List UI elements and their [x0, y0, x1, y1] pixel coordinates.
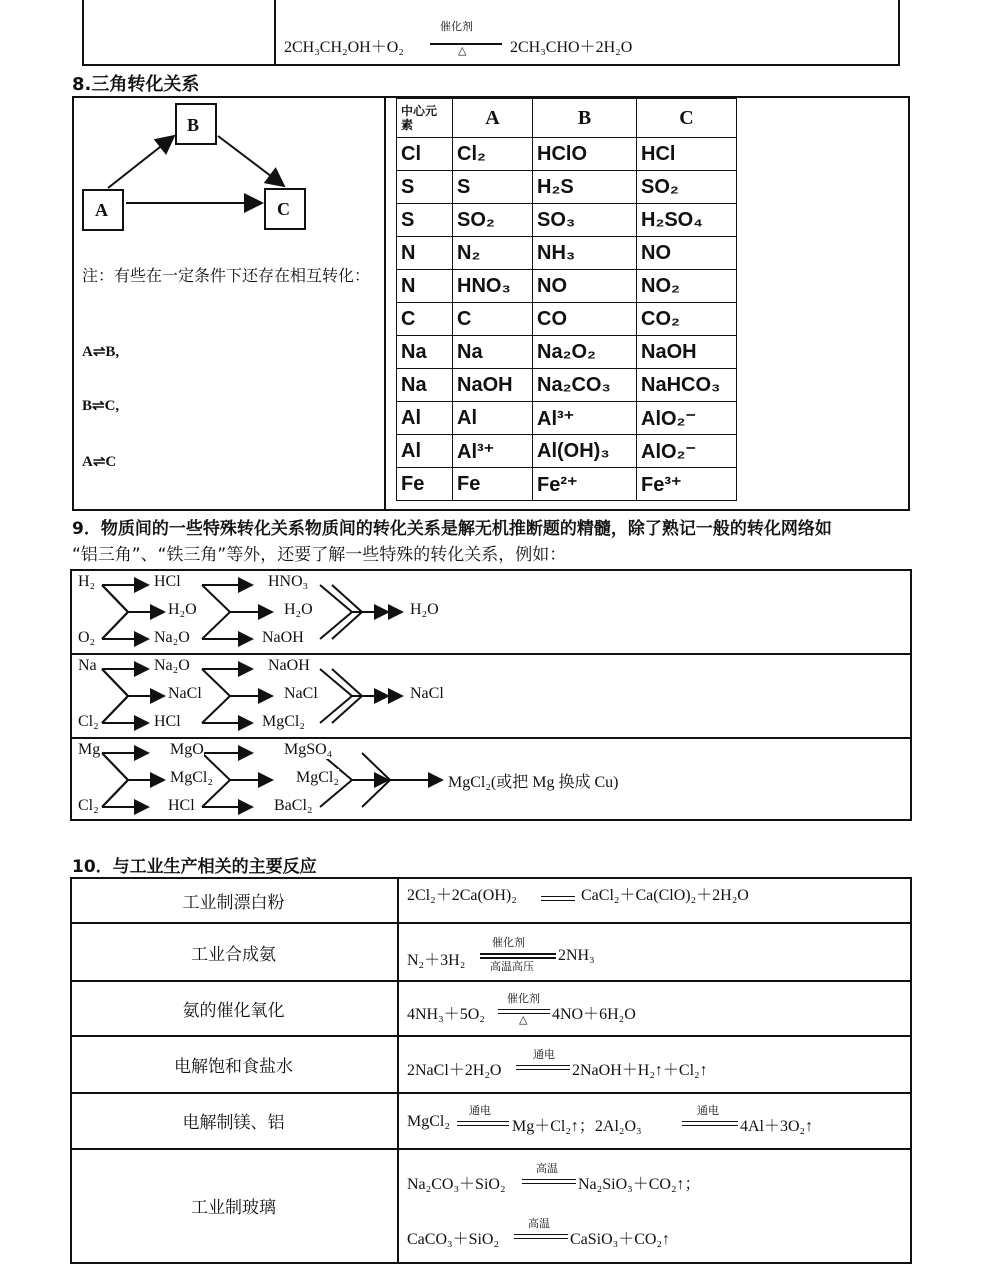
triangle-table-cell: NO [637, 237, 737, 270]
triangle-table-cell: SO₂ [453, 204, 533, 237]
header-c: C [637, 99, 737, 138]
chain-arrow [202, 696, 230, 723]
triangle-table-cell: S [397, 204, 453, 237]
chain-node-s2-mid: H₂O [284, 601, 313, 618]
chain-node-s1-bot: HCl [168, 797, 195, 814]
triangle-table-row [397, 270, 737, 303]
industry-label-glass: 工业制玻璃 [191, 1198, 276, 1218]
triangle-table-cell: Na₂O₂ [533, 336, 637, 369]
triangle-table-cell: AlO₂⁻ [637, 402, 737, 435]
header-a: A [453, 99, 533, 138]
triangle-table-cell: HCl [637, 138, 737, 171]
industry-eq-glass-right: Na₂SiO₃＋CO₂↑； [578, 1176, 701, 1193]
chain-arrow [362, 780, 390, 807]
triangle-table-cell: C [453, 303, 533, 336]
triangle-table-cell: Al [453, 402, 533, 435]
triangle-table-cell: S [397, 171, 453, 204]
triangle-table-row [397, 303, 737, 336]
industry-eq-brine-right: 2NaOH＋H₂↑＋Cl₂↑ [572, 1062, 708, 1079]
section10-row-divider-5 [70, 1148, 912, 1150]
section9-divider-2 [70, 737, 912, 739]
chain-node-s1-mid: NaCl [168, 685, 202, 702]
industry-eq-brine-left: 2NaCl＋2H₂O [407, 1062, 502, 1079]
triangle-table-cell: NO [533, 270, 637, 303]
industry-eq-glass-cond-top: 高温 [536, 1162, 558, 1175]
chain-arrow [202, 612, 230, 639]
triangle-table-cell: Na [397, 336, 453, 369]
triangle-table-cell: H₂S [533, 171, 637, 204]
chain-node-final: MgCl₂(或把 Mg 换成 Cu) [448, 769, 618, 792]
triangle-table-cell: NaHCO₃ [637, 369, 737, 402]
section8-note: 注：有些在一定条件下还存在相互转化： [82, 266, 371, 285]
triangle-table-header [397, 99, 737, 138]
top-eq-left: 2CH₃CH₂OH＋O₂ [284, 39, 404, 56]
industry-eq-oxidation-left: 4NH₃＋5O₂ [407, 1006, 485, 1023]
triangle-table-cell: Cl₂ [453, 138, 533, 171]
industry-eq-bleach-right: CaCl₂＋Ca(ClO)₂＋2H₂O [581, 887, 749, 904]
chain-node-s1-mid: MgCl₂ [170, 769, 213, 786]
chain-node-final: NaCl [410, 685, 444, 702]
section9-title-line2: “铝三角”、“铁三角”等外，还要了解一些特殊的转化关系，例如： [72, 545, 567, 565]
chain-arrow [202, 669, 230, 696]
triangle-table-row [397, 171, 737, 204]
triangle-table-cell: S [453, 171, 533, 204]
industry-eq-ammonia-cond-top: 催化剂 [492, 936, 525, 949]
chain-node-s2-bot: NaOH [262, 629, 304, 646]
conversion-chain [72, 657, 910, 737]
top-row-divider [274, 0, 276, 66]
top-eq-cond-bottom: △ [458, 44, 467, 57]
triangle-table-cell: Al³⁺ [453, 435, 533, 468]
industry-eq-glass-cond-top2: 高温 [528, 1217, 550, 1230]
triangle-table-cell: SO₃ [533, 204, 637, 237]
triangle-table-cell: CO₂ [637, 303, 737, 336]
industry-eq-glass-arrow2 [514, 1234, 568, 1239]
industry-eq-oxidation-right: 4NO＋6H₂O [552, 1006, 636, 1023]
triangle-table-cell: Na [453, 336, 533, 369]
industry-eq-oxidation-cond-bot: △ [519, 1013, 528, 1026]
triangle-table-cell: H₂SO₄ [637, 204, 737, 237]
industry-eq-glass-arrow [522, 1179, 576, 1184]
header-b: B [533, 99, 637, 138]
chain-node-s2-bot: BaCl₂ [274, 797, 313, 814]
chain-node-s2-mid: MgCl₂ [296, 769, 339, 786]
industry-eq-glass-left: Na₂CO₃＋SiO₂ [407, 1176, 506, 1193]
triangle-table-cell: Al(OH)₃ [533, 435, 637, 468]
triangle-table-cell: Na [397, 369, 453, 402]
triangle-table-cell: C [397, 303, 453, 336]
industry-eq-brine-arrow [516, 1065, 570, 1070]
industry-eq-mgal-right: Mg＋Cl₂↑；2Al₂O₃ [512, 1118, 642, 1135]
chain-node-s1-bot: Na₂O [154, 629, 190, 646]
chain-node-s2-top: MgSO₄ [284, 741, 333, 758]
triangle-table-cell: Fe [397, 468, 453, 501]
chain-arrow [102, 612, 128, 639]
chain-node-final: H₂O [410, 601, 439, 618]
chain-node-s1-bot: HCl [154, 713, 181, 730]
industry-label-bleach: 工业制漂白粉 [182, 893, 285, 913]
triangle-table [396, 98, 737, 501]
chain-node-s2-top: NaOH [268, 657, 310, 674]
triangle-node-b: B [187, 115, 200, 135]
section10-col-divider [397, 877, 399, 1264]
triangle-table-row [397, 369, 737, 402]
reversible-bc: B⇌C, [82, 398, 120, 414]
triangle-table-cell: Al³⁺ [533, 402, 637, 435]
chain-node-in1: Na [78, 657, 97, 674]
triangle-table-cell: Na₂CO₃ [533, 369, 637, 402]
section10-title: 10．与工业生产相关的主要反应 [72, 857, 317, 877]
chain-node-s1-mid: H₂O [168, 601, 197, 618]
triangle-table-row [397, 336, 737, 369]
triangle-table-cell: AlO₂⁻ [637, 435, 737, 468]
industry-eq-brine-cond-top: 通电 [533, 1048, 555, 1061]
triangle-table-cell: N₂ [453, 237, 533, 270]
triangle-table-row [397, 402, 737, 435]
triangle-table-cell: HNO₃ [453, 270, 533, 303]
triangle-table-cell: Al [397, 435, 453, 468]
chain-arrow [102, 696, 128, 723]
triangle-table-row [397, 237, 737, 270]
chain-node-in1: Mg [78, 741, 101, 758]
chain-arrow [102, 780, 128, 807]
triangle-table-row [397, 138, 737, 171]
triangle-table-cell: N [397, 237, 453, 270]
section9-divider-1 [70, 653, 912, 655]
section10-row-divider-3 [70, 1035, 912, 1037]
triangle-table-cell: SO₂ [637, 171, 737, 204]
reversible-ac: A⇌C [82, 454, 117, 470]
chain-node-s2-top: HNO₃ [268, 573, 309, 590]
triangle-table-cell: Fe³⁺ [637, 468, 737, 501]
triangle-table-cell: CO [533, 303, 637, 336]
industry-eq-ammonia-arrow-fwd [480, 953, 556, 955]
section10-row-divider-1 [70, 922, 912, 924]
chain-arrow [102, 753, 128, 780]
chain-node-in2: Cl₂ [78, 713, 99, 730]
triangle-table-cell: NH₃ [533, 237, 637, 270]
industry-label-brine: 电解饱和食盐水 [174, 1057, 293, 1077]
industry-label-oxidation: 氨的催化氧化 [182, 1001, 285, 1021]
triangle-node-a: A [95, 200, 108, 220]
industry-eq-oxidation-cond-top: 催化剂 [507, 992, 540, 1005]
industry-eq-ammonia-right: 2NH₃ [558, 947, 595, 964]
triangle-table-cell: N [397, 270, 453, 303]
section10-row-divider-4 [70, 1092, 912, 1094]
chain-node-s2-bot: MgCl₂ [262, 713, 305, 730]
top-eq-cond-top: 催化剂 [440, 20, 473, 33]
section9-title: 9．物质间的一些特殊转化关系物质间的转化关系是解无机推断题的精髓，除了熟记一般的转化网络如 [72, 519, 832, 539]
chain-node-s1-top: Na₂O [154, 657, 190, 674]
triangle-table-cell: NaOH [453, 369, 533, 402]
triangle-table-cell: Fe [453, 468, 533, 501]
triangle-table-cell: NO₂ [637, 270, 737, 303]
industry-eq-glass-right2: CaSiO₃＋CO₂↑ [570, 1231, 671, 1248]
industry-eq-mgal-arrow2 [682, 1121, 738, 1126]
chain-node-in2: O₂ [78, 629, 96, 646]
industry-eq-mgal-left: MgCl₂ [407, 1113, 450, 1130]
industry-eq-ammonia-left: N₂＋3H₂ [407, 952, 466, 969]
chain-node-s1-top: HCl [154, 573, 181, 590]
triangle-table-row [397, 204, 737, 237]
industry-label-ammonia: 工业合成氨 [191, 945, 276, 965]
top-eq-right: 2CH₃CHO＋2H₂O [510, 39, 633, 56]
chain-arrow [362, 753, 390, 780]
section8-divider [384, 96, 386, 511]
triangle-diagram [74, 98, 382, 248]
industry-eq-mgal-cond-top: 通电 [469, 1104, 491, 1117]
triangle-table-cell: Al [397, 402, 453, 435]
triangle-node-c: C [277, 199, 290, 219]
industry-eq-mgal-arrow [457, 1121, 509, 1126]
chain-arrow [102, 669, 128, 696]
conversion-chain-arrows [72, 573, 910, 653]
industry-eq-mgal-right2: 4Al＋3O₂↑ [740, 1118, 814, 1135]
conversion-chain [72, 741, 910, 821]
triangle-table-cell: Fe²⁺ [533, 468, 637, 501]
chain-arrow [202, 585, 230, 612]
industry-eq-bleach-equals [541, 896, 575, 901]
triangle-table-cell: Cl [397, 138, 453, 171]
triangle-table-cell: NaOH [637, 336, 737, 369]
conversion-chain [72, 573, 910, 653]
chain-node-s1-top: MgO [170, 741, 204, 758]
section10-row-divider-2 [70, 980, 912, 982]
industry-eq-bleach-left: 2Cl₂＋2Ca(OH)₂ [407, 887, 517, 904]
triangle-table-row [397, 435, 737, 468]
industry-eq-glass-left2: CaCO₃＋SiO₂ [407, 1231, 500, 1248]
industry-label-mgal: 电解制镁、铝 [182, 1113, 285, 1133]
triangle-table-row [397, 468, 737, 501]
header-center-element: 中心元素 [397, 99, 453, 138]
section8-title: 8.三角转化关系 [72, 74, 200, 95]
top-row-box [82, 0, 900, 66]
industry-eq-mgal-cond-top2: 通电 [697, 1104, 719, 1117]
triangle-table-cell: HClO [533, 138, 637, 171]
reversible-ab: A⇌B, [82, 344, 120, 360]
chain-arrow [102, 585, 128, 612]
chain-node-in2: Cl₂ [78, 797, 99, 814]
chain-node-s2-mid: NaCl [284, 685, 318, 702]
chain-node-in1: H₂ [78, 573, 96, 590]
industry-eq-ammonia-cond-bot: 高温高压 [490, 960, 534, 973]
